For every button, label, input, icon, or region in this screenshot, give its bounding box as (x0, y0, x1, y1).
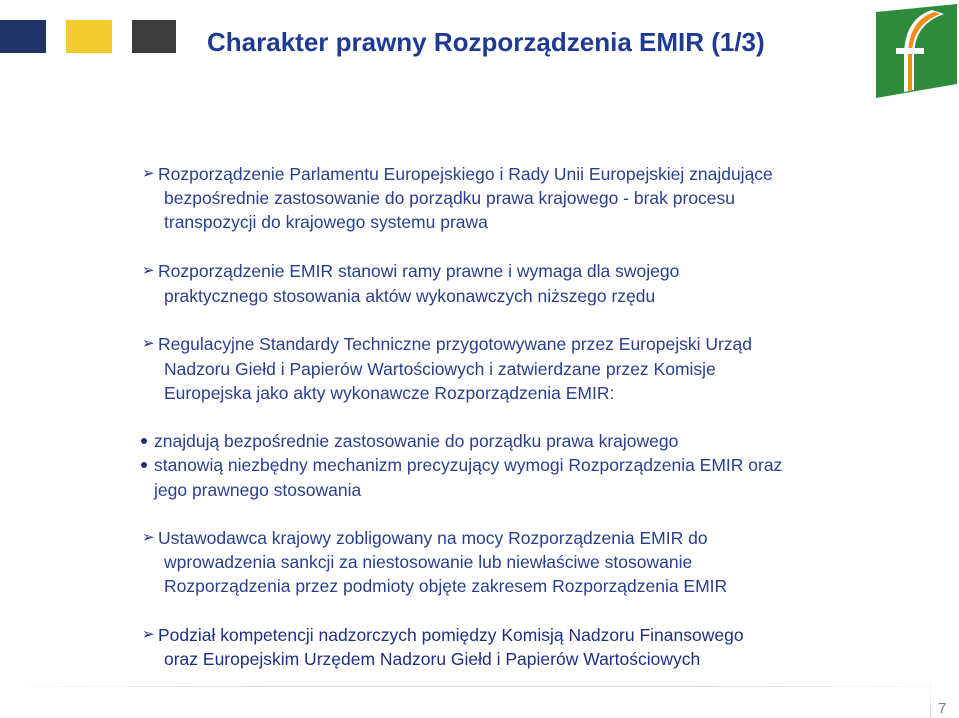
bullet-4-line-2: wprowadzenia sankcji za niestosowanie lub niewłaściwe stosowanie (164, 552, 693, 572)
bullet-3-line-1: Regulacyjne Standardy Techniczne przygotowywane przez Europejski Urząd (158, 334, 753, 354)
page-number: 7 (938, 700, 947, 717)
arrow-bullet-icon: ➢ (142, 529, 155, 546)
sub-bullet-2-line-1: stanowią niezbędny mechanizm precyzujący wymogi Rozporządzenia EMIR oraz (154, 455, 783, 475)
bullet-5-line-1: Podział kompetencji nadzorczych pomiędzy Komisją Nadzoru Finansowego (158, 625, 744, 645)
bullet-3-line-2: Nadzoru Giełd i Papierów Wartościowych i zatwierdzane przez Komisje (164, 359, 716, 379)
sub-bullet-2-line-2: jego prawnego stosowania (154, 480, 362, 500)
sub-bullet-1: znajdują bezpośrednie zastosowanie do porządku prawa krajowego (154, 431, 679, 451)
footer-divider-vertical (930, 676, 931, 718)
round-bullet-icon (141, 438, 147, 444)
bullet-5-line-2: oraz Europejskim Urzędem Nadzoru Giełd i Papierów Wartościowych (164, 649, 701, 669)
bullet-2-line-1: Rozporządzenie EMIR stanowi ramy prawne i wymaga dla swojego (158, 261, 680, 281)
arrow-bullet-icon: ➢ (142, 262, 155, 279)
arrow-bullet-icon: ➢ (142, 165, 155, 182)
bullet-4-line-1: Ustawodawca krajowy zobligowany na mocy Rozporządzenia EMIR do (158, 528, 708, 548)
round-bullet-icon (141, 462, 147, 468)
bullet-1-line-3: transpozycji do krajowego systemu prawa (164, 212, 488, 232)
slide-title: Charakter prawny Rozporządzenia EMIR (1/3) (207, 27, 765, 57)
arrow-bullet-icon: ➢ (142, 626, 155, 643)
bullet-3-line-3: Europejska jako akty wykonawcze Rozporządzenia EMIR: (164, 383, 615, 403)
bullet-1-line-2: bezpośrednie zastosowanie do porządku prawa krajowego - brak procesu (164, 188, 736, 208)
bullet-4-line-3: Rozporządzenia przez podmioty objęte zakresem Rozporządzenia EMIR (164, 576, 728, 596)
footer-divider (0, 686, 959, 687)
bullet-1-line-1: Rozporządzenie Parlamentu Europejskiego i Rady Unii Europejskiej znajdujące (158, 164, 773, 184)
arrow-bullet-icon: ➢ (142, 335, 155, 352)
bullet-2-line-2: praktycznego stosowania aktów wykonawczych niższego rzędu (164, 286, 656, 306)
